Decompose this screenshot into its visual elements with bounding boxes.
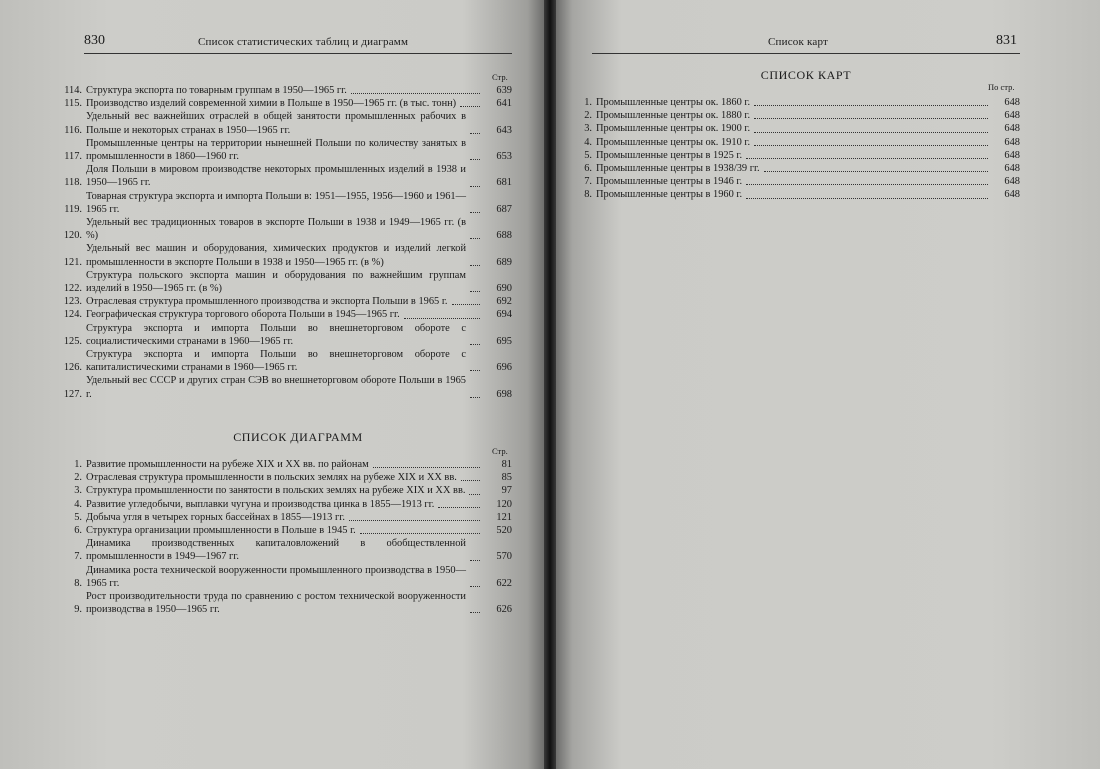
dot-leader	[764, 171, 988, 172]
entry-number: 115.	[64, 98, 82, 110]
entry-number: 119.	[64, 203, 82, 215]
entry-title: Структура экспорта по товарным группам в 1950—1965 гг.	[86, 85, 347, 96]
entry-title: Добыча угля в четырех горных бассейнах в 1855—1913 гг.	[86, 511, 345, 523]
entry-page-number: 681	[496, 177, 512, 189]
entry-number: 121.	[63, 256, 82, 268]
dot-leader	[469, 494, 480, 495]
dot-leader	[746, 198, 988, 199]
entry-title: Промышленные центры в 1946 г.	[596, 176, 743, 188]
list-item	[60, 163, 512, 189]
entry-title: Удельный вес традиционных товаров в экспорте Польши в 1938 и 1949—1965 гг. (в %)	[86, 217, 466, 242]
entry-page-number: 85	[501, 472, 512, 484]
book-gutter	[544, 0, 556, 769]
tables-list	[60, 84, 512, 401]
dot-leader	[746, 158, 988, 159]
entry-page-number: 626	[496, 604, 512, 616]
entry-page-number: 653	[496, 151, 512, 163]
entry-number: 4.	[74, 498, 82, 510]
entry-number: 6.	[74, 525, 82, 537]
dot-leader	[754, 145, 988, 146]
dot-leader	[470, 612, 480, 613]
entry-page-number: 648	[1004, 110, 1020, 122]
list-item	[60, 537, 512, 563]
list-item	[60, 269, 512, 295]
entry-title: Промышленные центры ок. 1900 г.	[596, 123, 751, 135]
entry-page-number: 120	[496, 498, 512, 510]
entry-title: Промышленные центры ок. 1860 г.	[596, 97, 751, 108]
list-item	[570, 122, 1020, 135]
list-item	[60, 348, 512, 374]
dot-leader	[470, 560, 480, 561]
list-item	[570, 162, 1020, 175]
entry-number: 116.	[64, 124, 82, 136]
dot-leader	[470, 133, 480, 134]
entry-title: Удельный вес СССР и других стран СЭВ во внешнеторговом обороте Польши в 1965 г.	[86, 375, 466, 400]
list-item	[60, 374, 512, 400]
entry-number: 6.	[584, 163, 592, 175]
dot-leader	[404, 318, 480, 319]
entry-title: Отраслевая структура промышленности в польских землях на рубеже XIX и XX вв.	[86, 472, 457, 484]
left-page-number: 830	[84, 33, 105, 48]
dot-leader	[746, 184, 988, 185]
list-item	[570, 149, 1020, 162]
dot-leader	[754, 118, 988, 119]
dot-leader	[470, 344, 480, 345]
list-item	[570, 96, 1020, 109]
entry-title: Динамика производственных капиталовложений в обобществленной промышленности в 1949—1967 гг.	[86, 538, 466, 563]
entry-number: 9.	[74, 604, 82, 616]
entry-page-number: 641	[496, 98, 512, 110]
entry-number: 2.	[584, 110, 592, 122]
entry-title: Промышленные центры в 1925 г.	[596, 149, 743, 161]
left-header-rule	[84, 53, 512, 54]
entry-number: 7.	[584, 176, 592, 188]
entry-number: 118.	[64, 177, 82, 189]
list-item	[60, 458, 512, 471]
entry-title: Товарная структура экспорта и импорта Польши в: 1951—1955, 1956—1960 и 1961—1965 гг.	[86, 190, 466, 215]
entry-title: Промышленные центры ок. 1910 г.	[596, 136, 751, 148]
entry-title: Доля Польши в мировом производстве некоторых промышленных изделий в 1938 и 1950—1965 гг.	[86, 164, 466, 189]
maps-list	[570, 96, 1020, 202]
entry-title: Промышленные центры в 1938/39 гг.	[596, 163, 760, 175]
list-item	[60, 308, 512, 321]
entry-title: Развитие угледобычи, выплавки чугуна и производства цинка в 1855—1913 гг.	[86, 498, 435, 510]
list-item	[60, 484, 512, 497]
entry-page-number: 648	[1004, 97, 1020, 108]
entry-page-number: 648	[1004, 123, 1020, 135]
entry-page-number: 121	[496, 511, 512, 523]
entry-page-number: 643	[496, 124, 512, 136]
dot-leader	[373, 467, 480, 468]
list-item	[570, 136, 1020, 149]
entry-page-number: 648	[1004, 136, 1020, 148]
entry-title: Структура экспорта и импорта Польши во внешнеторговом обороте с капиталистическими странами в 1960—1965 гг.	[86, 349, 466, 374]
entry-page-number: 690	[496, 283, 512, 295]
right-header-rule	[592, 53, 1020, 54]
left-page	[0, 0, 544, 769]
list-item	[60, 110, 512, 136]
entry-number: 4.	[584, 136, 592, 148]
entry-title: Производство изделий современной химии в Польше в 1950—1965 гг. (в тыс. тонн)	[86, 98, 457, 110]
entry-number: 8.	[584, 189, 592, 201]
entry-number: 5.	[584, 149, 592, 161]
entry-number: 5.	[74, 511, 82, 523]
list-item	[60, 137, 512, 163]
list-item	[60, 564, 512, 590]
dot-leader	[460, 106, 480, 107]
right-running-head: Список карт	[768, 36, 829, 48]
right-page	[556, 0, 1100, 769]
dot-leader	[470, 291, 480, 292]
list-item	[570, 175, 1020, 188]
entry-page-number: 570	[496, 551, 512, 563]
entry-page-number: 692	[496, 296, 512, 308]
maps-section-title: СПИСОК КАРТ	[760, 68, 852, 82]
entry-title: Структура промышленности по занятости в польских землях на рубеже XIX и XX вв.	[86, 485, 466, 497]
entry-title: Развитие промышленности на рубеже XIX и XX вв. по районам	[86, 459, 369, 470]
left-running-head: Список статистических таблиц и диаграмм	[198, 36, 409, 48]
dot-leader	[470, 586, 480, 587]
entry-page-number: 648	[1004, 176, 1020, 188]
list-item	[60, 84, 512, 97]
dot-leader	[461, 480, 480, 481]
entry-number: 8.	[74, 577, 82, 589]
entry-number: 2.	[74, 472, 82, 484]
entry-title: Динамика роста технической вооруженности промышленного производства в 1950—1965 гг.	[86, 564, 466, 589]
entry-title: Промышленные центры в 1960 г.	[596, 189, 743, 201]
maps-page-column-label: По стр.	[988, 82, 1015, 92]
list-item	[60, 498, 512, 511]
entry-number: 120.	[63, 230, 82, 242]
list-item	[60, 511, 512, 524]
entry-title: Рост производительности труда по сравнению с ростом технической вооруженности производства в 1950—1965 гг.	[86, 591, 466, 616]
list-item	[60, 590, 512, 616]
list-item	[60, 97, 512, 110]
list-item	[60, 322, 512, 348]
dot-leader	[470, 186, 480, 187]
entry-number: 127.	[63, 388, 82, 400]
entry-title: Удельный вес важнейших отраслей в общей занятости промышленных рабочих в Польше и некоторых странах в 1950—1965 гг.	[86, 111, 466, 136]
entry-number: 123.	[63, 296, 82, 308]
entry-number: 114.	[64, 85, 82, 96]
entry-number: 126.	[63, 362, 82, 374]
entry-title: Географическая структура торгового оборота Польши в 1945—1965 гг.	[86, 309, 400, 321]
list-item	[60, 242, 512, 268]
list-item	[60, 524, 512, 537]
entry-title: Структура организации промышленности в Польше в 1945 г.	[86, 525, 356, 537]
entry-page-number: 648	[1004, 189, 1020, 201]
entry-page-number: 694	[496, 309, 512, 321]
dot-leader	[470, 159, 480, 160]
dot-leader	[470, 370, 480, 371]
dot-leader	[470, 397, 480, 398]
entry-title: Структура экспорта и импорта Польши во внешнеторговом обороте с социалистическими странами в 1960—1965 гг.	[86, 322, 466, 347]
dot-leader	[452, 304, 480, 305]
list-item	[60, 190, 512, 216]
entry-title: Отраслевая структура промышленного производства и экспорта Польши в 1965 г.	[86, 296, 448, 308]
entry-page-number: 97	[501, 485, 512, 497]
entry-page-number: 689	[496, 256, 512, 268]
entry-page-number: 698	[496, 388, 512, 400]
list-item	[60, 216, 512, 242]
entry-number: 122.	[63, 283, 82, 295]
entry-title: Удельный вес машин и оборудования, химических продуктов и изделий легкой промышленности в экспорте Польши в 1938 и 1950—1965 гг. (в %)	[86, 243, 466, 268]
entry-page-number: 622	[496, 577, 512, 589]
diagrams-list	[60, 458, 512, 616]
list-item	[60, 471, 512, 484]
entry-number: 3.	[74, 485, 82, 497]
right-page-number: 831	[996, 33, 1017, 48]
diagrams-section-title: СПИСОК ДИАГРАММ	[233, 430, 363, 444]
entry-page-number: 688	[496, 230, 512, 242]
dot-leader	[754, 132, 988, 133]
entry-number: 1.	[584, 97, 592, 108]
entry-page-number: 695	[496, 335, 512, 347]
entry-title: Структура польского экспорта машин и оборудования по важнейшим группам изделий в 1950—1965 гг. (в %)	[86, 269, 466, 295]
entry-page-number: 520	[496, 525, 512, 537]
entry-page-number: 648	[1004, 149, 1020, 161]
entry-title: Промышленные центры на территории нынешней Польши по количеству занятых в промышленности в 1860—1960 гг.	[86, 137, 466, 163]
entry-number: 117.	[64, 151, 82, 163]
dot-leader	[470, 238, 480, 239]
dot-leader	[470, 265, 480, 266]
entry-number: 3.	[584, 123, 592, 135]
dot-leader	[351, 93, 480, 94]
diagrams-page-column-label: Стр.	[492, 446, 508, 456]
entry-number: 7.	[74, 551, 82, 563]
entry-page-number: 81	[501, 459, 512, 470]
entry-page-number: 639	[496, 85, 512, 96]
entry-page-number: 648	[1004, 163, 1020, 175]
dot-leader	[470, 212, 480, 213]
entry-title: Промышленные центры ок. 1880 г.	[596, 110, 751, 122]
list-item	[60, 295, 512, 308]
tables-page-column-label: Стр.	[492, 72, 508, 82]
dot-leader	[438, 507, 480, 508]
entry-number: 1.	[74, 459, 82, 470]
dot-leader	[754, 105, 988, 106]
entry-number: 125.	[63, 335, 82, 347]
list-item	[570, 188, 1020, 201]
entry-number: 124.	[63, 309, 82, 321]
entry-page-number: 696	[496, 362, 512, 374]
dot-leader	[360, 533, 480, 534]
list-item	[570, 109, 1020, 122]
entry-page-number: 687	[496, 203, 512, 215]
dot-leader	[349, 520, 480, 521]
